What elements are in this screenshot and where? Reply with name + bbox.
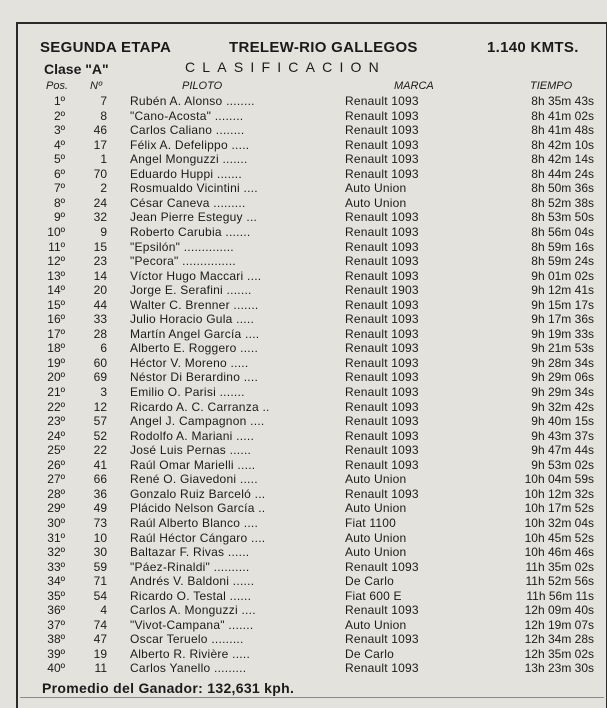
position-cell: 17º [47,326,65,341]
pilot-cell: Oscar Teruelo ......... [130,632,244,647]
position-cell: 30º [47,515,65,530]
position-cell: 24º [47,428,65,443]
table-row [0,312,607,327]
table-row [0,356,607,371]
time-cell: 9h 47m 44s [531,443,594,458]
time-cell: 11h 56m 11s [526,588,594,603]
number-cell: 73 [93,515,107,530]
time-cell: 10h 45m 52s [524,530,594,545]
pilot-cell: Félix A. Defelippo ..... [130,137,250,152]
make-cell: Auto Union [345,530,407,545]
table-row [0,603,607,618]
class-label: Clase "A" [44,61,109,77]
table-row [0,370,607,385]
time-cell: 9h 19m 33s [531,326,594,341]
position-cell: 19º [47,355,65,370]
table-row [0,574,607,589]
position-cell: 13º [47,268,65,283]
position-cell: 4º [53,137,65,152]
table-row [0,254,607,269]
time-cell: 10h 04m 59s [524,472,594,487]
time-cell: 9h 32m 42s [531,399,594,414]
time-cell: 9h 01m 02s [531,268,594,283]
pilot-cell: Gonzalo Ruiz Barceló ... [130,486,266,501]
col-num: Nº [90,80,102,92]
position-cell: 29º [47,501,65,516]
time-cell: 9h 12m 41s [531,283,594,298]
table-row [0,181,607,196]
table-row [0,400,607,415]
make-cell: Renault 1093 [345,370,419,385]
position-cell: 32º [47,545,65,560]
position-cell: 31º [47,530,65,545]
make-cell: Renault 1903 [345,283,419,298]
number-cell: 46 [93,123,107,138]
make-cell: Renault 1093 [345,152,419,167]
col-pos: Pos. [46,80,69,92]
time-cell: 8h 42m 14s [531,152,594,167]
make-cell: Renault 1093 [345,632,419,647]
number-cell: 41 [93,457,107,472]
table-row [0,196,607,211]
pilot-cell: Julio Horacio Gula ..... [130,312,255,327]
time-cell: 12h 19m 07s [524,617,594,632]
table-row [0,298,607,313]
position-cell: 21º [47,385,65,399]
table-row [0,458,607,473]
position-cell: 3º [53,123,65,138]
pilot-cell: Carlos Caliano ........ [130,123,245,138]
number-cell: 57 [93,414,107,429]
time-cell: 8h 50m 36s [531,181,594,196]
make-cell: Renault 1093 [345,254,419,269]
position-cell: 8º [53,195,65,210]
time-cell: 10h 12m 32s [524,486,594,501]
number-cell: 23 [93,254,107,269]
time-cell: 8h 56m 04s [531,224,594,239]
pilot-cell: Walter C. Brenner ....... [130,297,259,312]
number-cell: 71 [93,574,107,589]
time-cell: 9h 21m 53s [531,341,594,356]
position-cell: 36º [47,603,65,618]
time-cell: 9h 15m 17s [531,297,594,312]
make-cell: Fiat 600 E [345,588,402,603]
table-row [0,283,607,298]
make-cell: Renault 1093 [345,399,419,414]
number-cell: 10 [93,530,107,545]
pilot-cell: Andrés V. Baldoni ...... [130,574,255,589]
number-cell: 9 [100,224,107,239]
pilot-cell: "Vivot-Campana" ....... [130,617,254,632]
position-cell: 18º [47,341,65,356]
position-cell: 2º [53,108,65,123]
table-row [0,545,607,560]
pilot-cell: Angel J. Campagnon .... [130,414,265,429]
position-cell: 23º [47,414,65,429]
position-cell: 20º [47,370,65,385]
class-row [44,61,604,77]
pilot-cell: Eduardo Huppi ....... [130,166,242,181]
number-cell: 4 [100,603,107,618]
table-row [0,269,607,284]
time-cell: 8h 44m 24s [531,166,594,181]
distance-label: 1.140 KMTS. [487,39,579,56]
table-row [0,414,607,429]
number-cell: 70 [93,166,107,181]
pilot-cell: Héctor V. Moreno ..... [130,355,249,370]
pilot-cell: Ricardo A. C. Carranza .. [130,399,270,414]
make-cell: De Carlo [345,574,394,589]
make-cell: Renault 1093 [345,326,419,341]
pilot-cell: Carlos Yanello ......... [130,661,247,676]
position-cell: 35º [47,588,65,603]
col-marca: MARCA [394,80,434,92]
time-cell: 12h 09m 40s [524,603,594,618]
make-cell: Renault 1093 [345,428,419,443]
time-cell: 9h 17m 36s [531,312,594,327]
make-cell: Renault 1093 [345,341,419,356]
make-cell: Renault 1093 [345,297,419,312]
pilot-cell: Angel Monguzzi ....... [130,152,248,167]
make-cell: Fiat 1100 [345,515,396,530]
number-cell: 2 [100,181,107,196]
winner-average: Promedio del Ganador: 132,631 kph. [42,680,295,696]
make-cell: Renault 1093 [345,224,419,239]
number-cell: 7 [100,94,107,108]
pilot-cell: Martín Angel García .... [130,326,260,341]
section-title: CLASIFICACION [185,59,386,75]
pilot-cell: Emilio O. Parisi ....... [130,385,245,399]
number-cell: 1 [100,152,107,167]
number-cell: 49 [93,501,107,516]
position-cell: 40º [47,661,65,676]
table-row [0,94,607,109]
pilot-cell: "Cano-Acosta" ........ [130,108,244,123]
pilot-cell: Raúl Alberto Blanco .... [130,515,259,530]
number-cell: 32 [93,210,107,225]
table-row [0,487,607,502]
table-row [0,240,607,255]
time-cell: 9h 29m 34s [531,385,594,399]
col-piloto: PILOTO [182,80,223,92]
time-cell: 10h 17m 52s [524,501,594,516]
make-cell: Renault 1093 [345,108,419,123]
make-cell: Renault 1093 [345,559,419,574]
pilot-cell: Rodolfo A. Mariani ..... [130,428,255,443]
number-cell: 74 [93,617,107,632]
position-cell: 11º [48,239,65,254]
number-cell: 66 [93,472,107,487]
make-cell: Renault 1093 [345,268,419,283]
pilot-cell: Ricardo O. Testal ...... [130,588,252,603]
column-headers [42,80,602,92]
position-cell: 10º [47,224,65,239]
position-cell: 38º [47,632,65,647]
table-row [0,429,607,444]
position-cell: 5º [53,152,65,167]
pilot-cell: Alberto E. Roggero ..... [130,341,259,356]
make-cell: Renault 1093 [345,385,419,399]
pilot-cell: Raúl Héctor Cángaro .... [130,530,266,545]
pilot-cell: "Epsilón" .............. [130,239,234,254]
time-cell: 8h 59m 24s [531,254,594,269]
table-row [0,661,607,676]
pilot-cell: Carlos A. Monguzzi .... [130,603,256,618]
make-cell: Renault 1093 [345,312,419,327]
number-cell: 20 [93,283,107,298]
number-cell: 52 [93,428,107,443]
position-cell: 9º [53,210,65,225]
position-cell: 25º [47,443,65,458]
number-cell: 36 [93,486,107,501]
pilot-cell: Raúl Omar Marielli ..... [130,457,256,472]
number-cell: 47 [93,632,107,647]
pilot-cell: Jean Pierre Esteguy ... [130,210,258,225]
make-cell: Renault 1093 [345,210,419,225]
make-cell: Renault 1093 [345,486,419,501]
table-row [0,589,607,604]
table-row [0,560,607,575]
table-row [0,618,607,633]
table-row [0,647,607,662]
pilot-cell: Rubén A. Alonso ........ [130,94,255,108]
make-cell: Auto Union [345,181,407,196]
time-cell: 12h 34m 28s [524,632,594,647]
number-cell: 54 [93,588,107,603]
position-cell: 37º [47,617,65,632]
number-cell: 14 [93,268,107,283]
make-cell: Auto Union [345,617,407,632]
time-cell: 8h 52m 38s [531,195,594,210]
number-cell: 28 [93,326,107,341]
bottom-rule [20,697,604,698]
make-cell: Renault 1093 [345,443,419,458]
number-cell: 3 [100,385,107,399]
time-cell: 9h 28m 34s [531,355,594,370]
position-cell: 34º [47,574,65,589]
make-cell: Renault 1093 [345,123,419,138]
table-row [0,443,607,458]
time-cell: 13h 23m 30s [524,661,594,676]
time-cell: 12h 35m 02s [524,646,594,661]
table-row [0,167,607,182]
time-cell: 10h 46m 46s [524,545,594,560]
make-cell: Renault 1093 [345,355,419,370]
position-cell: 22º [47,399,65,414]
make-cell: Renault 1093 [345,166,419,181]
make-cell: Renault 1093 [345,414,419,429]
make-cell: Auto Union [345,501,407,516]
time-cell: 8h 59m 16s [531,239,594,254]
position-cell: 27º [47,472,65,487]
time-cell: 8h 35m 43s [531,94,594,108]
pilot-cell: René O. Giavedoni ..... [130,472,258,487]
time-cell: 9h 43m 37s [531,428,594,443]
number-cell: 22 [93,443,107,458]
time-cell: 9h 53m 02s [531,457,594,472]
position-cell: 1º [53,94,65,108]
make-cell: Renault 1093 [345,603,419,618]
number-cell: 44 [93,297,107,312]
position-cell: 7º [53,181,65,196]
position-cell: 33º [47,559,65,574]
position-cell: 39º [47,646,65,661]
pilot-cell: "Páez-Rinaldi" .......... [130,559,250,574]
number-cell: 33 [93,312,107,327]
table-row [0,385,607,400]
pilot-cell: Jorge E. Serafini ....... [130,283,252,298]
make-cell: Renault 1093 [345,94,419,108]
pilot-cell: Baltazar F. Rivas ...... [130,545,250,560]
pilot-cell: Rosmualdo Vicintini .... [130,181,258,196]
number-cell: 11 [94,661,107,676]
stage-header [40,39,600,59]
position-cell: 26º [47,457,65,472]
pilot-cell: José Luis Pernas ...... [130,443,252,458]
pilot-cell: Víctor Hugo Maccari .... [130,268,262,283]
table-row [0,341,607,356]
make-cell: Renault 1093 [345,457,419,472]
position-cell: 14º [47,283,65,298]
make-cell: Renault 1093 [345,239,419,254]
pilot-cell: Roberto Carubia ....... [130,224,251,239]
number-cell: 17 [93,137,107,152]
make-cell: Renault 1093 [345,661,419,676]
number-cell: 60 [93,355,107,370]
position-cell: 6º [53,166,65,181]
time-cell: 11h 35m 02s [525,559,594,574]
table-row [0,516,607,531]
table-row [0,501,607,516]
pilot-cell: "Pecora" ............... [130,254,236,269]
pilot-cell: César Caneva ......... [130,195,246,210]
table-row [0,109,607,124]
time-cell: 8h 53m 50s [531,210,594,225]
time-cell: 9h 29m 06s [531,370,594,385]
pilot-cell: Plácido Nelson García .. [130,501,266,516]
table-row [0,123,607,138]
make-cell: Auto Union [345,472,407,487]
time-cell: 9h 40m 15s [531,414,594,429]
make-cell: Auto Union [345,195,407,210]
position-cell: 28º [47,486,65,501]
number-cell: 6 [100,341,107,356]
col-tiempo: TIEMPO [530,80,573,92]
table-row [0,210,607,225]
number-cell: 12 [93,399,107,414]
time-cell: 11h 52m 56s [525,574,594,589]
number-cell: 15 [93,239,107,254]
position-cell: 15º [47,297,65,312]
time-cell: 8h 41m 48s [531,123,594,138]
pilot-cell: Néstor Di Berardino .... [130,370,259,385]
table-row [0,225,607,240]
table-row [0,632,607,647]
position-cell: 12º [47,254,65,269]
time-cell: 8h 41m 02s [531,108,594,123]
table-row [0,138,607,153]
number-cell: 19 [93,646,107,661]
table-row [0,152,607,167]
position-cell: 16º [47,312,65,327]
number-cell: 59 [93,559,107,574]
stage-label: SEGUNDA ETAPA [40,39,172,56]
table-row [0,327,607,342]
number-cell: 8 [100,108,107,123]
time-cell: 10h 32m 04s [524,515,594,530]
make-cell: Auto Union [345,545,407,560]
table-row [0,531,607,546]
make-cell: De Carlo [345,646,394,661]
table-row [0,472,607,487]
number-cell: 69 [93,370,107,385]
pilot-cell: Alberto R. Rivière ..... [130,646,251,661]
time-cell: 8h 42m 10s [531,137,594,152]
make-cell: Renault 1093 [345,137,419,152]
number-cell: 30 [93,545,107,560]
route-label: TRELEW-RIO GALLEGOS [229,39,418,56]
number-cell: 24 [93,195,107,210]
